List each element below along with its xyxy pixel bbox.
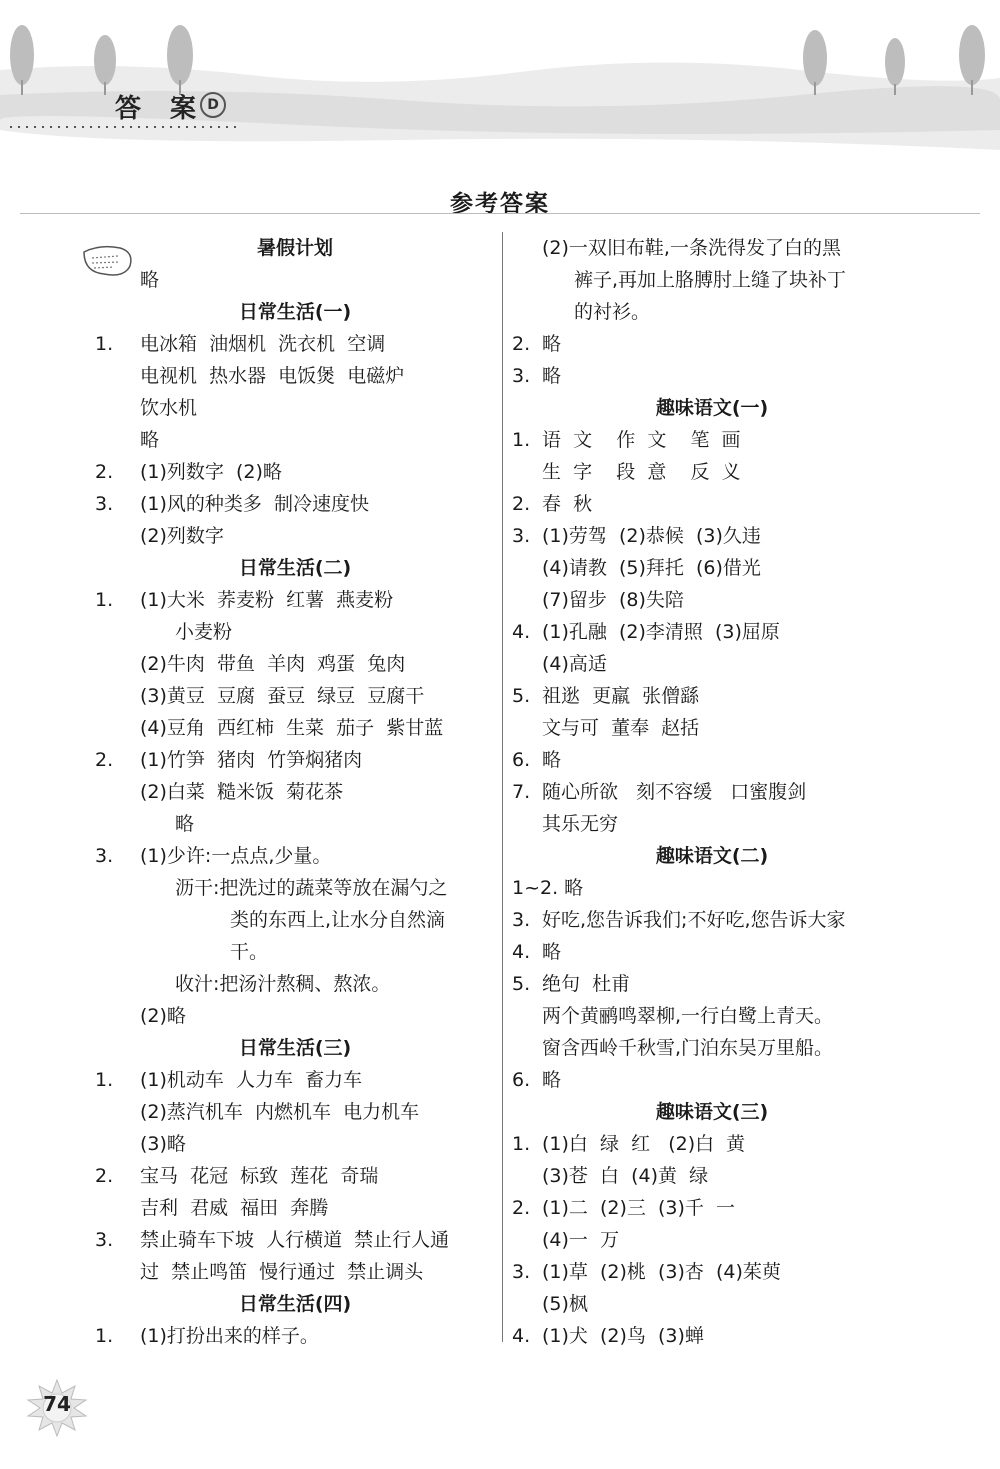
- answer-line: 电视机 热水器 电饭煲 电磁炉: [140, 365, 405, 387]
- question-number: 3.: [512, 365, 531, 387]
- answer-text: 略: [542, 749, 562, 771]
- question-number: 6.: [512, 749, 531, 771]
- answer-text: 春 秋: [542, 493, 593, 515]
- page-title: 参考答案: [450, 191, 550, 217]
- answer-line: (3)苍 白 (4)黄 绿: [542, 1165, 709, 1187]
- question-number: 2.: [95, 749, 114, 771]
- section-title: 趣味语文(三): [655, 1101, 769, 1123]
- answer-line: 1~2. 略: [512, 877, 584, 899]
- answer-line: (4)请教 (5)拜托 (6)借光: [542, 557, 761, 579]
- answer-line: 生 字 段 意 反 义: [542, 461, 741, 483]
- landscape-illustration: [0, 0, 1000, 160]
- answer-line: (3)黄豆 豆腐 蚕豆 绿豆 豆腐干: [140, 685, 425, 707]
- answer-line: [95, 840, 495, 872]
- answer-line: [512, 680, 912, 712]
- answer-text: (1)二 (2)三 (3)千 一: [542, 1197, 735, 1219]
- answer-line: (2)列数字: [140, 525, 224, 547]
- answer-line: [95, 1224, 495, 1256]
- answer-line: (5)枫: [542, 1293, 588, 1315]
- answer-text: 随心所欲 刻不容缓 口蜜腹剑: [542, 781, 807, 803]
- header-badge: D: [200, 92, 226, 118]
- question-number: 3.: [95, 493, 114, 515]
- answer-line: [512, 616, 912, 648]
- answer-text: (1)劳驾 (2)恭候 (3)久违: [542, 525, 761, 547]
- answer-text: (1)机动车 人力车 畜力车: [140, 1069, 363, 1091]
- answer-line: (2)白菜 糙米饭 菊花茶: [140, 781, 344, 803]
- answer-line: (2)略: [140, 1005, 186, 1027]
- answer-line: 吉利 君威 福田 奔腾: [140, 1197, 329, 1219]
- section-title: 暑假计划: [256, 237, 333, 259]
- answer-text: 好吃,您告诉我们;不好吃,您告诉大家: [542, 909, 846, 931]
- answer-line: (3)略: [140, 1133, 186, 1155]
- answer-text: (1)列数字 (2)略: [140, 461, 282, 483]
- answer-line: 裤子,再加上胳膊肘上缝了块补丁: [574, 269, 847, 291]
- question-number: 3.: [512, 525, 531, 547]
- answer-line: 略: [175, 813, 195, 835]
- answer-line: 略: [140, 269, 160, 291]
- answer-text: (1)打扮出来的样子。: [140, 1325, 319, 1347]
- answer-line: [95, 1320, 495, 1352]
- answer-line: [512, 360, 912, 392]
- question-number: 6.: [512, 1069, 531, 1091]
- answer-line: [512, 488, 912, 520]
- answer-text: (1)孔融 (2)李清照 (3)屈原: [542, 621, 780, 643]
- answer-text: (1)草 (2)桃 (3)杏 (4)茱萸: [542, 1261, 781, 1283]
- section-title: 日常生活(四): [238, 1293, 352, 1315]
- question-number: 2.: [95, 461, 114, 483]
- answer-line: (7)留步 (8)失陪: [542, 589, 684, 611]
- question-number: 1.: [95, 1325, 114, 1347]
- answer-line: [512, 904, 912, 936]
- answer-line: [95, 584, 495, 616]
- question-number: 4.: [512, 621, 531, 643]
- answer-text: 电冰箱 油烟机 洗衣机 空调: [140, 333, 386, 355]
- question-number: 2.: [95, 1165, 114, 1187]
- answer-line: 小麦粉: [175, 621, 233, 643]
- answer-line: 收汁:把汤汁熬稠、熬浓。: [175, 973, 391, 995]
- answer-line: 过 禁止鸣笛 慢行通过 禁止调头: [140, 1261, 424, 1283]
- answer-line: [512, 1320, 912, 1352]
- answer-line: [95, 744, 495, 776]
- answer-text: 祖逖 更羸 张僧繇: [542, 685, 700, 707]
- answer-line: [512, 936, 912, 968]
- answer-line: [512, 744, 912, 776]
- answer-line: [95, 1064, 495, 1096]
- page-number: 74: [43, 1392, 71, 1416]
- question-number: 3.: [512, 1261, 531, 1283]
- answer-line: [512, 968, 912, 1000]
- right-column: [512, 232, 912, 1352]
- answer-line: 其乐无穷: [542, 813, 619, 835]
- answer-text: (1)竹笋 猪肉 竹笋焖猪肉: [140, 749, 363, 771]
- answer-text: 略: [542, 365, 562, 387]
- answer-line: [95, 488, 495, 520]
- answer-line: [512, 424, 912, 456]
- answer-line: [512, 1192, 912, 1224]
- answer-text: 略: [542, 941, 562, 963]
- question-number: 3.: [512, 909, 531, 931]
- answer-text: (1)白 绿 红 (2)白 黄: [542, 1133, 746, 1155]
- question-number: 3.: [95, 1229, 114, 1251]
- left-column: [95, 232, 495, 1352]
- section-title: 趣味语文(一): [655, 397, 769, 419]
- column-divider: [502, 232, 503, 1342]
- answer-line: [512, 776, 912, 808]
- question-number: 1.: [95, 589, 114, 611]
- section-title: 日常生活(一): [238, 301, 352, 323]
- question-number: 4.: [512, 941, 531, 963]
- answer-line: 沥干:把洗过的蔬菜等放在漏勺之: [175, 877, 448, 899]
- answer-line: 窗含西岭千秋雪,门泊东吴万里船。: [542, 1037, 834, 1059]
- answer-line: 略: [140, 429, 160, 451]
- answer-text: 略: [542, 333, 562, 355]
- answer-text: (1)大米 荞麦粉 红薯 燕麦粉: [140, 589, 394, 611]
- answer-line: [95, 1160, 495, 1192]
- question-number: 1.: [512, 1133, 531, 1155]
- answer-line: [512, 1064, 912, 1096]
- answer-text: 语 文 作 文 笔 画: [542, 429, 741, 451]
- answer-line: (2)一双旧布鞋,一条洗得发了白的黑: [542, 237, 841, 259]
- answer-line: [95, 456, 495, 488]
- answer-line: (2)蒸汽机车 内燃机车 电力机车: [140, 1101, 420, 1123]
- header-banner: [0, 0, 1000, 160]
- title-divider: [20, 213, 980, 214]
- answer-line: 两个黄鹂鸣翠柳,一行白鹭上青天。: [542, 1005, 834, 1027]
- page-number-badge: [22, 1378, 92, 1438]
- question-number: 7.: [512, 781, 531, 803]
- question-number: 1.: [95, 333, 114, 355]
- question-number: 2.: [512, 333, 531, 355]
- answer-line: [512, 328, 912, 360]
- answer-line: 干。: [230, 941, 269, 963]
- answer-text: 略: [542, 1069, 562, 1091]
- question-number: 5.: [512, 973, 531, 995]
- answer-line: [512, 520, 912, 552]
- question-number: 2.: [512, 493, 531, 515]
- question-number: 4.: [512, 1325, 531, 1347]
- section-title: 趣味语文(二): [655, 845, 769, 867]
- question-number: 1.: [512, 429, 531, 451]
- answer-text: 绝句 杜甫: [542, 973, 631, 995]
- section-title: 日常生活(三): [238, 1037, 352, 1059]
- section-title: 日常生活(二): [238, 557, 352, 579]
- answer-line: 类的东西上,让水分自然滴: [230, 909, 446, 931]
- answer-text: (1)少许:一点点,少量。: [140, 845, 332, 867]
- answer-line: (4)高适: [542, 653, 607, 675]
- answer-line: (4)豆角 西红柿 生菜 茄子 紫甘蓝: [140, 717, 444, 739]
- question-number: 5.: [512, 685, 531, 707]
- answer-line: [95, 328, 495, 360]
- header-label: 答 案: [115, 94, 207, 124]
- answer-text: (1)风的种类多 制冷速度快: [140, 493, 369, 515]
- answer-line: (2)牛肉 带鱼 羊肉 鸡蛋 兔肉: [140, 653, 406, 675]
- answer-line: (4)一 万: [542, 1229, 619, 1251]
- answer-line: 文与可 董奉 赵括: [542, 717, 700, 739]
- answer-line: 饮水机: [140, 397, 198, 419]
- question-number: 1.: [95, 1069, 114, 1091]
- answer-line: [512, 1128, 912, 1160]
- answer-text: (1)犬 (2)鸟 (3)蝉: [542, 1325, 704, 1347]
- answer-line: [512, 1256, 912, 1288]
- question-number: 3.: [95, 845, 114, 867]
- answer-text: 宝马 花冠 标致 莲花 奇瑞: [140, 1165, 379, 1187]
- answer-line: 的衬衫。: [574, 301, 651, 323]
- answer-text: 禁止骑车下坡 人行横道 禁止行人通: [140, 1229, 450, 1251]
- question-number: 2.: [512, 1197, 531, 1219]
